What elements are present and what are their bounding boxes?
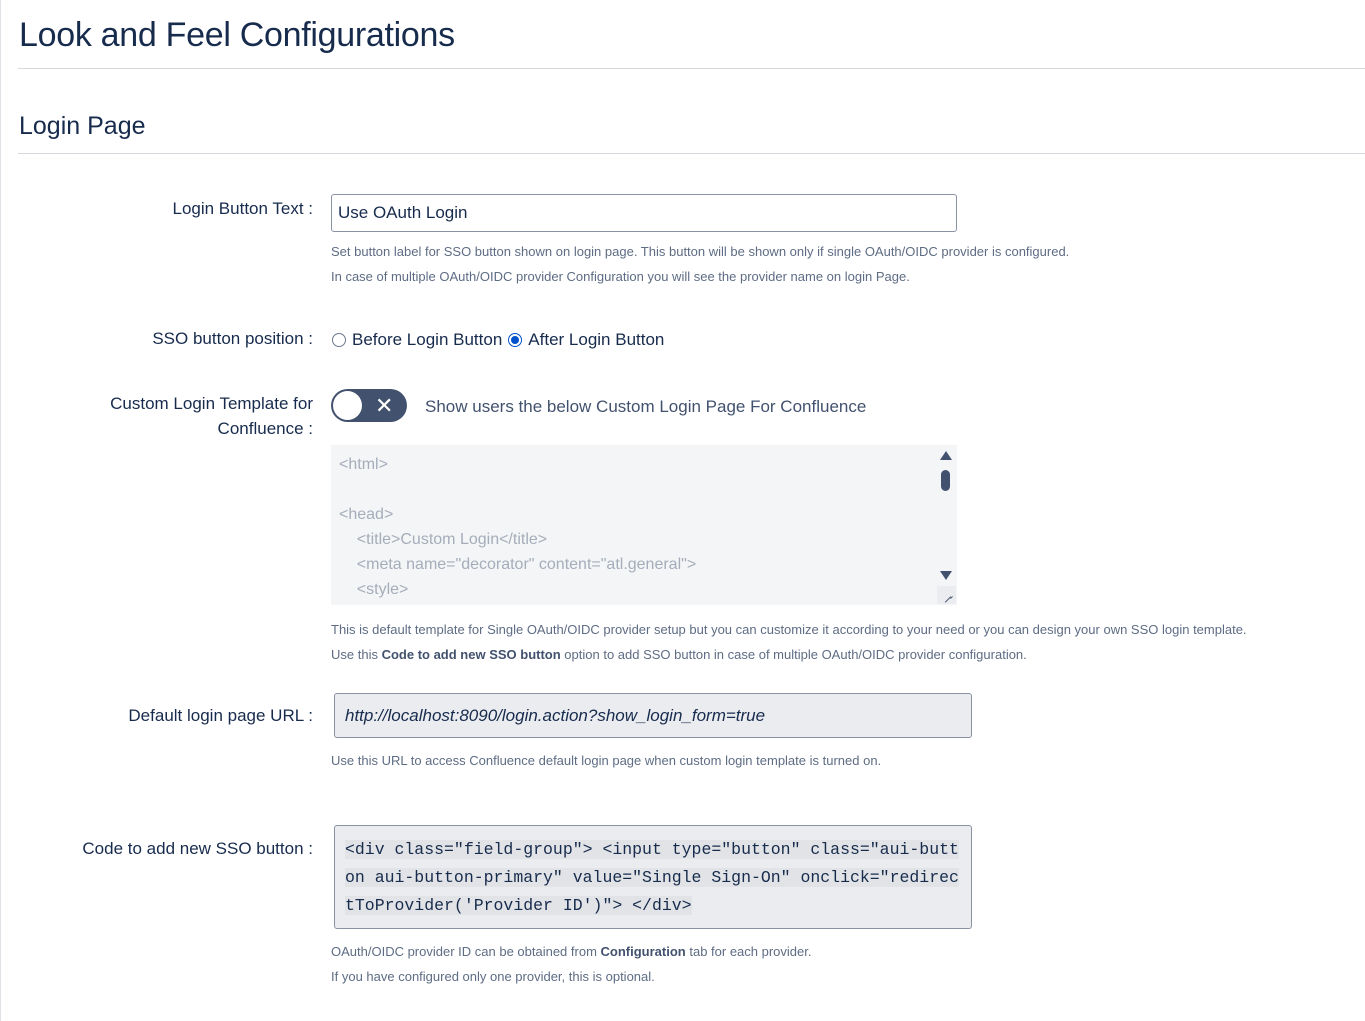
default-url-field[interactable]: http://localhost:8090/login.action?show_login_form=true [334,693,972,738]
textarea-scrollbar[interactable] [937,446,956,604]
login-button-text-label: Login Button Text : [172,199,313,218]
scroll-up-arrow-icon[interactable] [940,451,952,460]
resize-handle-icon[interactable] [937,586,956,604]
sso-code-help-2: If you have configured only one provider, this is optional. [331,969,655,984]
close-icon: ✕ [375,393,394,418]
help-text-prefix: Use this [331,647,382,662]
after-login-radio[interactable] [508,333,522,347]
before-login-radio-label[interactable]: Before Login Button [352,330,503,349]
default-url-label: Default login page URL : [128,706,313,725]
help-text-prefix: OAuth/OIDC provider ID can be obtained from [331,944,601,959]
title-divider [18,68,1365,69]
sso-code-help-1 [331,939,811,964]
before-login-radio[interactable] [332,333,346,347]
login-button-text-input[interactable]: Use OAuth Login [331,194,957,232]
toggle-knob [333,391,362,420]
login-button-help-1: Set button label for SSO button shown on login page. This button will be shown only if single OAuth/OIDC provider is configured. [331,244,1070,259]
login-button-help-2: In case of multiple OAuth/OIDC provider Configuration you will see the provider name on login Page. [331,269,910,284]
page-title: Look and Feel Configurations [19,16,455,54]
help-text-bold: Configuration [600,944,686,959]
custom-template-label [110,391,313,441]
scrollbar-thumb[interactable] [941,470,950,491]
help-text-bold: Code to add new SSO button [381,647,561,662]
scroll-down-arrow-icon[interactable] [940,571,952,580]
custom-template-help-1: This is default template for Single OAuth/OIDC provider setup but you can customize it according to your need or you can design your own SSO login template. [331,622,1247,637]
sso-position-radio-group [331,327,669,353]
sso-code-label: Code to add new SSO button : [82,839,313,858]
custom-template-help-2 [331,642,1027,667]
custom-template-textarea[interactable] [331,445,957,605]
section-divider [18,153,1365,154]
custom-template-toggle[interactable] [331,389,407,422]
help-text-suffix: tab for each provider. [685,944,812,959]
after-login-radio-label[interactable]: After Login Button [528,330,665,349]
custom-template-toggle-text: Show users the below Custom Login Page For Confluence [425,397,867,416]
custom-template-label-line2: Confluence : [217,419,313,438]
section-title: Login Page [19,112,146,140]
sso-code-snippet[interactable]: <div class="field-group"> <input type="button" class="aui-button aui-button-primary" value="Single Sign-On" onclick="redirectToProvider('Provider ID')"> </div> [345,840,959,915]
sso-position-label: SSO button position : [152,329,313,348]
content-left-border [0,0,1,1021]
custom-template-code[interactable]: <html> <head> <title>Custom Login</title> <meta name="decorator" content="atl.general"> <style> [339,456,697,598]
sso-code-box[interactable] [334,825,972,929]
custom-template-label-line1: Custom Login Template for [110,394,313,413]
default-url-help: Use this URL to access Confluence default login page when custom login template is turned on. [331,753,882,768]
help-text-suffix: option to add SSO button in case of multiple OAuth/OIDC provider configuration. [560,647,1027,662]
